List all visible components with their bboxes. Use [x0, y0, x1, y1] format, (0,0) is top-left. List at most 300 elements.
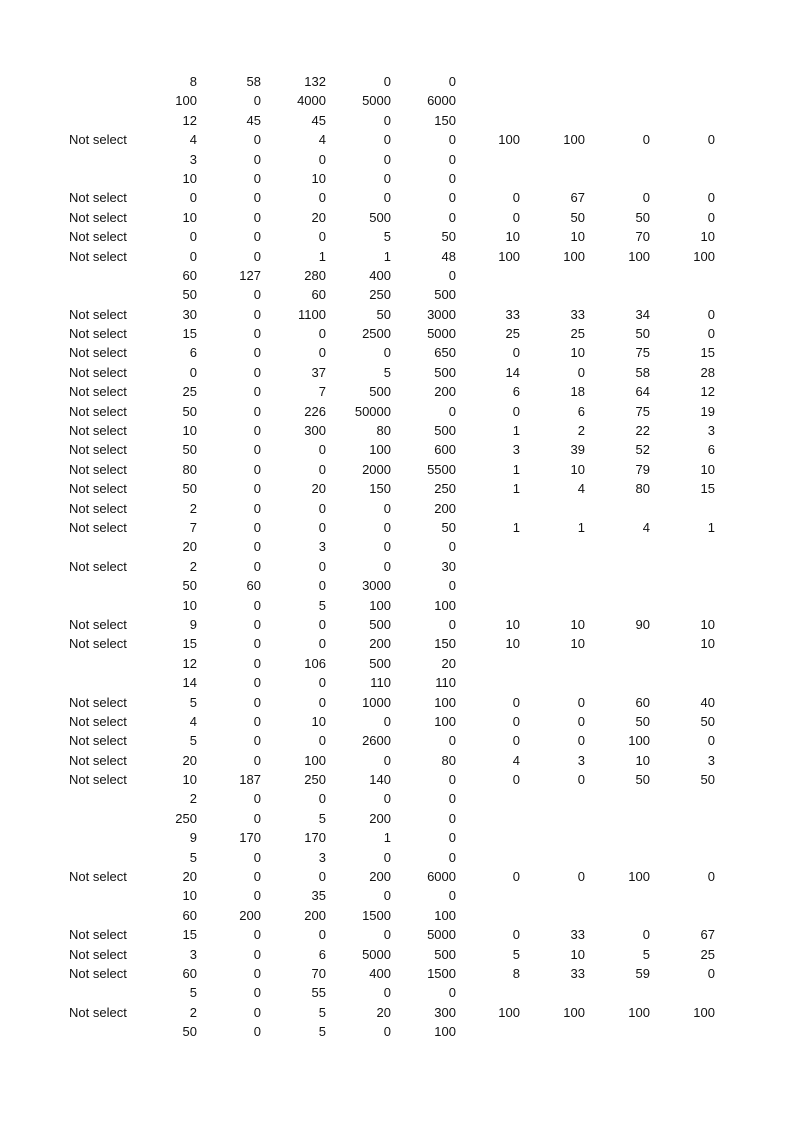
table-cell: 10	[700, 636, 715, 652]
table-cell: 0	[512, 403, 520, 419]
table-cell: 100	[434, 597, 456, 613]
table-cell: 20	[376, 1004, 391, 1020]
table-cell: 0	[448, 190, 456, 206]
table-cell: 30	[182, 306, 197, 322]
table-cell: 0	[318, 500, 326, 516]
table-cell: 8	[189, 74, 197, 89]
table-cell: 106	[304, 655, 326, 671]
table-cell: 0	[448, 132, 456, 148]
table-cell: 40	[700, 694, 715, 710]
table-cell: 15	[182, 636, 197, 652]
table-cell: 0	[253, 752, 261, 768]
table-cell: 0	[448, 74, 456, 89]
table-cell: 0	[318, 519, 326, 535]
table-row	[0, 266, 800, 285]
table-cell: 5000	[362, 946, 391, 962]
table-cell: 0	[512, 345, 520, 361]
table-cell: 10	[182, 772, 197, 788]
table-cell: 0	[253, 849, 261, 865]
table-cell: 3	[577, 752, 585, 768]
table-cell: 0	[189, 190, 197, 206]
table-row	[0, 557, 800, 576]
table-cell: 75	[635, 403, 650, 419]
table-cell: 10	[182, 170, 197, 186]
table-cell: 0	[253, 423, 261, 439]
table-cell: 58	[635, 364, 650, 380]
table-cell: 0	[448, 539, 456, 555]
table-cell: 100	[498, 132, 520, 148]
table-cell: 5000	[362, 93, 391, 109]
table-row	[0, 1022, 800, 1041]
table-cell: 0	[383, 74, 391, 89]
table-cell: 4	[642, 519, 650, 535]
table-cell: 0	[253, 461, 261, 477]
table-cell: 100	[628, 869, 650, 885]
table-cell: 250	[304, 772, 326, 788]
table-row	[0, 188, 800, 207]
table-cell: 0	[383, 1024, 391, 1040]
table-cell: 5	[318, 1024, 326, 1040]
table-cell: 0	[707, 733, 715, 749]
table-cell: 3	[318, 849, 326, 865]
row-label: Not select	[69, 481, 127, 497]
table-cell: 100	[563, 248, 585, 264]
table-cell: 1100	[298, 306, 326, 322]
row-label: Not select	[69, 500, 127, 516]
table-row	[0, 983, 800, 1002]
table-cell: 132	[304, 74, 326, 89]
table-row	[0, 654, 800, 673]
table-cell: 0	[318, 326, 326, 342]
table-cell: 0	[577, 364, 585, 380]
table-cell: 10	[182, 888, 197, 904]
row-label: Not select	[69, 345, 127, 361]
table-cell: 100	[693, 248, 715, 264]
table-cell: 0	[642, 132, 650, 148]
table-cell: 1500	[362, 907, 391, 923]
table-cell: 50	[700, 772, 715, 788]
table-cell: 0	[253, 170, 261, 186]
table-cell: 0	[642, 190, 650, 206]
table-cell: 0	[383, 112, 391, 128]
table-cell: 18	[570, 384, 585, 400]
table-cell: 0	[448, 810, 456, 826]
table-cell: 0	[253, 326, 261, 342]
table-row	[0, 615, 800, 634]
table-cell: 20	[311, 209, 326, 225]
table-cell: 39	[570, 442, 585, 458]
table-cell: 50	[182, 287, 197, 303]
table-cell: 0	[318, 675, 326, 691]
table-cell: 0	[253, 364, 261, 380]
table-cell: 5	[512, 946, 520, 962]
table-cell: 0	[383, 791, 391, 807]
table-cell: 59	[635, 965, 650, 981]
row-label: Not select	[69, 326, 127, 342]
table-row	[0, 130, 800, 149]
table-cell: 140	[369, 772, 391, 788]
table-cell: 50	[441, 229, 456, 245]
table-cell: 110	[435, 675, 456, 691]
table-cell: 25	[570, 326, 585, 342]
table-cell: 9	[189, 616, 197, 632]
table-cell: 1	[512, 519, 520, 535]
table-cell: 60	[182, 965, 197, 981]
table-cell: 20	[182, 869, 197, 885]
table-cell: 0	[512, 733, 520, 749]
table-cell: 3	[707, 423, 715, 439]
table-cell: 0	[448, 888, 456, 904]
table-cell: 500	[434, 423, 456, 439]
table-cell: 33	[505, 306, 520, 322]
row-label: Not select	[69, 442, 127, 458]
table-row	[0, 596, 800, 615]
table-cell: 100	[498, 248, 520, 264]
table-cell: 0	[253, 384, 261, 400]
table-cell: 60	[182, 907, 197, 923]
table-cell: 0	[383, 500, 391, 516]
table-row	[0, 828, 800, 847]
table-cell: 0	[707, 869, 715, 885]
table-cell: 2600	[362, 733, 391, 749]
table-cell: 100	[563, 132, 585, 148]
table-cell: 100	[434, 1024, 456, 1040]
table-cell: 70	[635, 229, 650, 245]
row-label: Not select	[69, 190, 127, 206]
table-cell: 0	[448, 849, 456, 865]
table-cell: 0	[512, 927, 520, 943]
table-cell: 70	[311, 965, 326, 981]
table-cell: 20	[441, 655, 456, 671]
table-cell: 10	[311, 170, 326, 186]
table-cell: 6	[512, 384, 520, 400]
table-cell: 10	[570, 616, 585, 632]
table-cell: 75	[635, 345, 650, 361]
table-row	[0, 421, 800, 440]
table-row	[0, 789, 800, 808]
table-cell: 0	[707, 132, 715, 148]
table-cell: 250	[175, 810, 197, 826]
table-cell: 0	[253, 946, 261, 962]
table-cell: 0	[318, 578, 326, 594]
table-cell: 10	[700, 229, 715, 245]
table-row	[0, 809, 800, 828]
table-cell: 500	[369, 655, 391, 671]
table-cell: 90	[635, 616, 650, 632]
table-row	[0, 343, 800, 362]
table-cell: 0	[642, 927, 650, 943]
table-cell: 0	[707, 190, 715, 206]
table-cell: 33	[570, 927, 585, 943]
table-cell: 0	[253, 345, 261, 361]
table-cell: 0	[253, 1024, 261, 1040]
row-label: Not select	[69, 461, 127, 477]
table-cell: 650	[434, 345, 456, 361]
table-cell: 170	[239, 830, 261, 846]
table-row	[0, 751, 800, 770]
table-cell: 10	[635, 752, 650, 768]
table-cell: 0	[318, 229, 326, 245]
table-cell: 2	[189, 500, 197, 516]
table-cell: 50	[635, 772, 650, 788]
table-cell: 25	[700, 946, 715, 962]
table-row	[0, 285, 800, 304]
table-cell: 50	[182, 403, 197, 419]
table-row	[0, 72, 800, 91]
table-cell: 0	[383, 170, 391, 186]
table-cell: 0	[707, 306, 715, 322]
table-cell: 2	[189, 791, 197, 807]
table-cell: 0	[318, 345, 326, 361]
row-label: Not select	[69, 384, 127, 400]
row-label: Not select	[69, 558, 127, 574]
table-cell: 0	[253, 869, 261, 885]
table-row	[0, 770, 800, 789]
row-label: Not select	[69, 248, 127, 264]
table-cell: 2	[577, 423, 585, 439]
table-cell: 500	[434, 364, 456, 380]
table-row	[0, 479, 800, 498]
table-row	[0, 305, 800, 324]
table-cell: 12	[182, 112, 197, 128]
table-cell: 60	[182, 267, 197, 283]
table-cell: 0	[318, 461, 326, 477]
table-cell: 34	[635, 306, 650, 322]
table-cell: 15	[700, 345, 715, 361]
table-cell: 0	[383, 558, 391, 574]
table-cell: 12	[700, 384, 715, 400]
table-cell: 19	[700, 403, 715, 419]
table-cell: 10	[311, 713, 326, 729]
table-cell: 0	[253, 500, 261, 516]
row-label: Not select	[69, 364, 127, 380]
table-cell: 5	[189, 849, 197, 865]
table-cell: 20	[182, 752, 197, 768]
row-label: Not select	[69, 423, 127, 439]
table-cell: 15	[182, 326, 197, 342]
table-cell: 500	[434, 287, 456, 303]
table-cell: 5500	[427, 461, 456, 477]
table-row	[0, 91, 800, 110]
table-row	[0, 964, 800, 983]
table-cell: 600	[434, 442, 456, 458]
row-label: Not select	[69, 752, 127, 768]
table-cell: 0	[253, 1004, 261, 1020]
table-row	[0, 731, 800, 750]
table-row	[0, 518, 800, 537]
table-cell: 25	[182, 384, 197, 400]
table-cell: 50	[182, 578, 197, 594]
table-cell: 0	[253, 93, 261, 109]
table-cell: 50	[700, 713, 715, 729]
table-cell: 200	[434, 500, 456, 516]
table-cell: 150	[369, 481, 391, 497]
table-cell: 1	[512, 423, 520, 439]
table-row	[0, 402, 800, 421]
table-cell: 0	[253, 965, 261, 981]
table-cell: 6	[189, 345, 197, 361]
row-label: Not select	[69, 965, 127, 981]
table-cell: 0	[448, 791, 456, 807]
table-cell: 100	[434, 907, 456, 923]
table-cell: 100	[563, 1004, 585, 1020]
table-cell: 4	[512, 752, 520, 768]
table-cell: 2000	[362, 461, 391, 477]
table-cell: 0	[512, 772, 520, 788]
table-row	[0, 867, 800, 886]
table-row	[0, 169, 800, 188]
table-cell: 6000	[427, 93, 456, 109]
table-cell: 100	[434, 694, 456, 710]
table-cell: 0	[577, 869, 585, 885]
table-cell: 50	[182, 1024, 197, 1040]
table-cell: 127	[239, 267, 261, 283]
table-cell: 6	[577, 403, 585, 419]
table-cell: 0	[383, 888, 391, 904]
table-cell: 5	[383, 364, 391, 380]
table-cell: 58	[246, 74, 261, 89]
row-label: Not select	[69, 694, 127, 710]
table-cell: 80	[635, 481, 650, 497]
table-cell: 500	[434, 946, 456, 962]
table-cell: 0	[253, 209, 261, 225]
table-cell: 33	[570, 965, 585, 981]
table-cell: 0	[512, 713, 520, 729]
table-cell: 0	[253, 287, 261, 303]
table-row	[0, 363, 800, 382]
table-cell: 100	[693, 1004, 715, 1020]
row-label: Not select	[69, 772, 127, 788]
table-cell: 5	[189, 733, 197, 749]
table-cell: 0	[318, 733, 326, 749]
table-cell: 100	[369, 597, 391, 613]
table-cell: 0	[383, 713, 391, 729]
table-cell: 200	[369, 810, 391, 826]
table-cell: 10	[700, 616, 715, 632]
table-cell: 7	[189, 519, 197, 535]
table-cell: 50	[441, 519, 456, 535]
table-cell: 67	[570, 190, 585, 206]
table-cell: 2500	[362, 326, 391, 342]
table-cell: 100	[434, 713, 456, 729]
table-cell: 0	[318, 151, 326, 167]
table-row	[0, 886, 800, 905]
table-cell: 0	[318, 558, 326, 574]
table-cell: 0	[318, 442, 326, 458]
table-cell: 10	[505, 636, 520, 652]
table-cell: 0	[577, 733, 585, 749]
table-cell: 1000	[362, 694, 391, 710]
table-cell: 50000	[354, 403, 391, 419]
table-cell: 10	[182, 423, 197, 439]
table-cell: 300	[434, 1004, 456, 1020]
table-cell: 79	[635, 461, 650, 477]
table-cell: 5000	[427, 326, 456, 342]
table-cell: 60	[246, 578, 261, 594]
table-cell: 0	[318, 636, 326, 652]
row-label: Not select	[69, 616, 127, 632]
table-cell: 6	[707, 442, 715, 458]
table-cell: 150	[434, 636, 456, 652]
table-cell: 100	[628, 248, 650, 264]
table-cell: 100	[498, 1004, 520, 1020]
table-cell: 10	[570, 345, 585, 361]
table-cell: 1	[383, 830, 391, 846]
table-cell: 30	[441, 558, 456, 574]
table-cell: 25	[505, 326, 520, 342]
table-cell: 0	[448, 151, 456, 167]
table-row	[0, 227, 800, 246]
table-cell: 0	[253, 616, 261, 632]
table-cell: 0	[189, 364, 197, 380]
table-cell: 28	[700, 364, 715, 380]
table-cell: 10	[570, 946, 585, 962]
table-cell: 0	[318, 616, 326, 632]
table-cell: 15	[182, 927, 197, 943]
table-cell: 0	[253, 558, 261, 574]
table-cell: 3	[707, 752, 715, 768]
table-cell: 6000	[427, 869, 456, 885]
table-cell: 0	[448, 267, 456, 283]
table-cell: 4	[189, 132, 197, 148]
table-cell: 200	[239, 907, 261, 923]
table-cell: 0	[707, 209, 715, 225]
table-row	[0, 382, 800, 401]
table-cell: 300	[304, 423, 326, 439]
table-cell: 1	[512, 461, 520, 477]
table-cell: 35	[311, 888, 326, 904]
row-label: Not select	[69, 132, 127, 148]
table-cell: 10	[570, 461, 585, 477]
table-cell: 0	[318, 869, 326, 885]
table-row	[0, 111, 800, 130]
table-cell: 15	[700, 481, 715, 497]
table-row	[0, 576, 800, 595]
table-cell: 9	[189, 830, 197, 846]
table-cell: 150	[434, 112, 456, 128]
table-cell: 0	[383, 132, 391, 148]
table-cell: 48	[441, 248, 456, 264]
row-label: Not select	[69, 519, 127, 535]
table-cell: 0	[448, 616, 456, 632]
table-cell: 100	[175, 93, 197, 109]
table-cell: 0	[253, 694, 261, 710]
table-cell: 0	[448, 985, 456, 1001]
table-cell: 1	[707, 519, 715, 535]
table-row	[0, 712, 800, 731]
table-cell: 10	[182, 597, 197, 613]
table-cell: 3	[318, 539, 326, 555]
table-cell: 0	[318, 791, 326, 807]
table-cell: 64	[635, 384, 650, 400]
table-cell: 50	[635, 209, 650, 225]
table-cell: 0	[253, 927, 261, 943]
table-cell: 0	[253, 888, 261, 904]
table-cell: 80	[441, 752, 456, 768]
table-cell: 0	[253, 791, 261, 807]
table-cell: 0	[707, 326, 715, 342]
table-cell: 280	[304, 267, 326, 283]
table-cell: 80	[376, 423, 391, 439]
table-cell: 7	[318, 384, 326, 400]
table-cell: 250	[434, 481, 456, 497]
row-label: Not select	[69, 229, 127, 245]
table-cell: 1	[383, 248, 391, 264]
table-cell: 0	[383, 190, 391, 206]
table-cell: 12	[182, 655, 197, 671]
table-cell: 0	[253, 985, 261, 1001]
table-cell: 400	[369, 965, 391, 981]
